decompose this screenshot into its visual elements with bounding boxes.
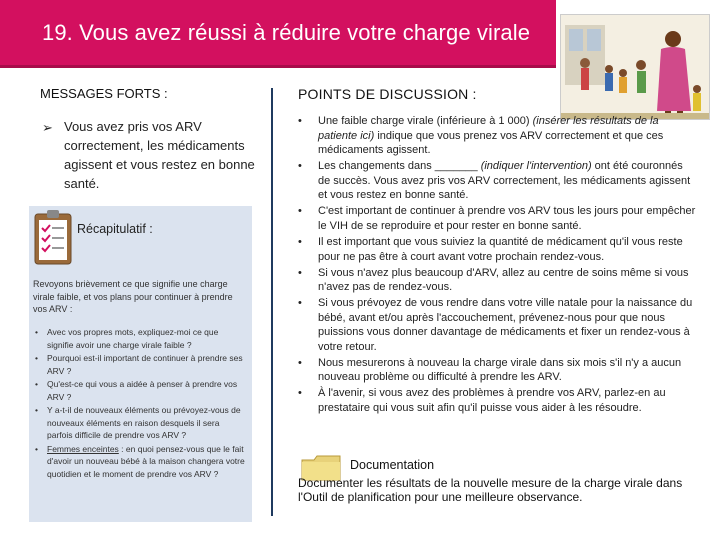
column-divider (271, 88, 273, 516)
strong-messages-section (40, 86, 265, 193)
recap-item: • Pourquoi est-il important de continuer à prendre ses ARV ? (35, 353, 243, 376)
clipboard-checklist-icon (31, 208, 79, 268)
discussion-point: • Les changements dans _______ (indiquer l'intervention) ont été couronnés de succès. Vous avez pris vos ARV correctement, les médicaments agissent et vous restez en bonne santé. (298, 160, 691, 202)
recap-list (33, 326, 247, 481)
discussion-point: • Une faible charge virale (inférieure à 1 000) (insérer les résultats de la patiente ici) indique que vous prenez vos ARV correctement et que ces médicaments agissent. (298, 115, 664, 157)
title-bar (0, 0, 556, 68)
discussion-point: • À l'avenir, si vous avez des problèmes à prendre vos ARV, parlez-en au prestataire qui vous suit afin qu'il puisse vous aider à les résoudre. (298, 387, 666, 415)
documentation-title: Documentation (350, 458, 435, 472)
strong-message-text: Vous avez pris vos ARV correctement, les médicaments agissent et vous restez en bonne santé. (64, 119, 255, 191)
discussion-point: • C'est important de continuer à prendre vos ARV tous les jours pour empêcher le VIH de se reproduire et pour rester en bonne santé. (298, 205, 696, 232)
discussion-point: • Si vous n'avez plus beaucoup d'ARV, allez au centre de soins même si vous n'avez pas de rendez-vous. (298, 266, 689, 294)
recap-title: Récapitulatif : (77, 222, 153, 236)
discussion-point: • Il est important que vous suiviez la quantité de médicament qu'il vous reste pour ne pas être à court avant votre prochain rendez-vous. (298, 235, 683, 263)
messages-heading: MESSAGES FORTS : (40, 86, 168, 101)
recap-item: • Qu'est-ce qui vous a aidée à penser à prendre vos ARV ? (35, 379, 238, 402)
points-heading: POINTS DE DISCUSSION : (298, 86, 477, 102)
recap-item: • Avec vos propres mots, expliquez-moi ce que signifie avoir une charge virale faible ? (35, 327, 219, 350)
discussion-point: • Nous mesurerons à nouveau la charge virale dans six mois s'il n'y a aucun nouveau problème ou difficulté à prendre les ARV. (298, 356, 682, 384)
recap-item: • Y a-t-il de nouveaux éléments ou prévoyez-vous de nouveaux éléments en raison desquels il sera parfois difficile de prendre vos ARV ? (35, 405, 241, 440)
recap-box (29, 206, 252, 522)
strong-message (40, 117, 258, 193)
recap-item: • Femmes enceintes : en quoi pensez-vous que le fait d'avoir un nouveau bébé à la maison changera votre quotidien et le moment de prendre vos ARV ? (35, 443, 245, 479)
discussion-point: • Si vous prévoyez de vous rendre dans votre ville natale pour la naissance du bébé, avant et/ou après l'accouchement, prévenez-nous pour que nous puissions vous donner davantage de médicaments et fixer un rendez-vous à votre retour. (298, 297, 693, 353)
page-title: 19. Vous avez réussi à réduire votre charge virale (42, 20, 531, 45)
points-list (298, 114, 696, 416)
recap-intro: Revoyons brièvement ce que signifie une charge virale faible, et vos plans pour continuer à prendre vos ARV : (33, 279, 233, 314)
discussion-points-section (298, 86, 696, 417)
arrow-bullet-icon: ➢ (42, 120, 53, 135)
documentation-text: Documenter les résultats de la nouvelle mesure de la charge virale dans l'Outil de planification pour une meilleure observance. (298, 476, 683, 504)
